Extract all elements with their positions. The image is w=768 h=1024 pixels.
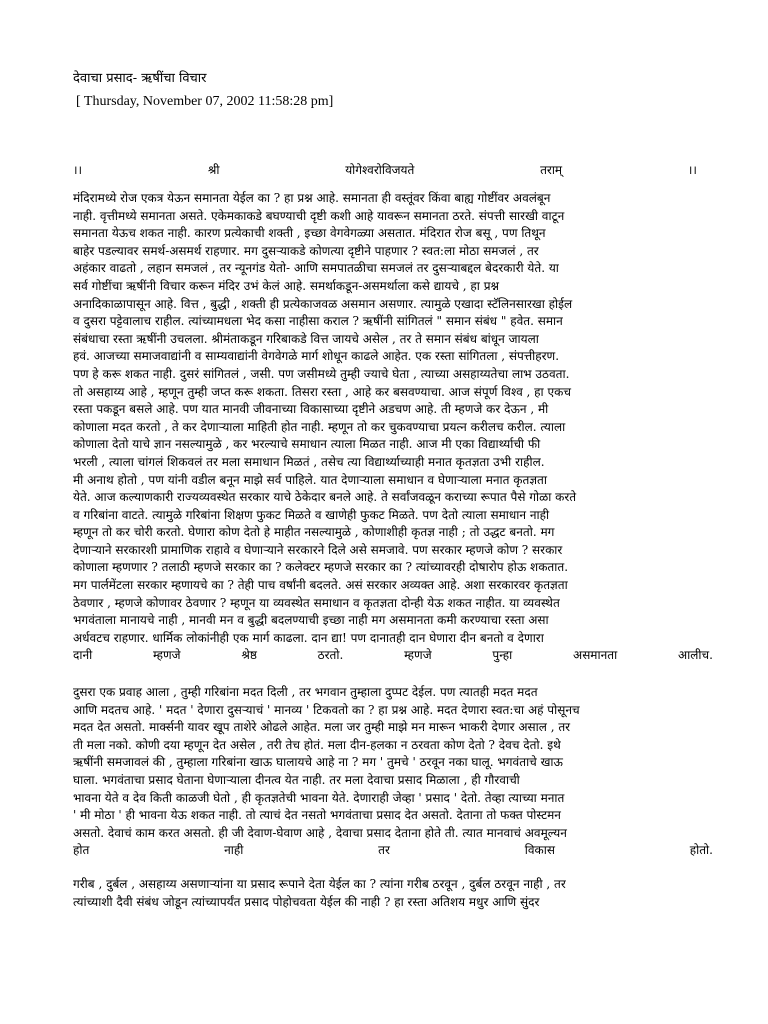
- paragraph-line: तो असहाय्य आहे , म्हणून तुम्ही जप्त करू शकता. तिसरा रस्ता , आहे कर बसवण्याचा. आज संपूर्ण विश्व , हा एकच: [73, 384, 571, 399]
- paragraph-word: श्रेष्ठ: [241, 648, 257, 663]
- paragraph-line: मंदिरामध्ये रोज एकत्र येऊन समानता येईल का ? हा प्रश्न आहे. समानता ही वस्तूंवर किंवा बाह्य गोष्टींवर अवलंबून: [73, 191, 551, 205]
- paragraph-word: आलीच.: [677, 648, 713, 663]
- paragraph-line: येते. आज कल्याणकारी राज्यव्यवस्थेत सरकार याचे ठेकेदार बनले आहे. ते सर्वांजवळून कराच्या रूपात पैसे गोळा करते: [73, 490, 577, 505]
- paragraph-line: अनादिकाळापासून आहे. वित्त , बुद्धी , शक्ती ही प्रत्येकाजवळ असमान असणार. त्यामुळे एखादा स्टॅलिनसारखा होईल: [73, 296, 573, 311]
- paragraph-line: भगवंताला मानायचे नाही , मानवी मन व बुद्धी बदलण्याची इच्छा नाही मग असमानता कमी करण्याचा रस्ता असा: [73, 613, 549, 628]
- paragraph-line: अर्धवटच राहणार. धार्मिक लोकांनीही एक मार्ग काढला. दान द्या! पण दानातही दान घेणारा दीन बनतो व देणारा: [73, 630, 544, 645]
- invocation-word: ।।: [687, 163, 697, 177]
- paragraph-word: होतो.: [689, 843, 713, 858]
- paragraph-last-line: [73, 647, 713, 665]
- paragraph-word: दानी: [73, 648, 93, 663]
- paragraph-word: तर: [378, 843, 390, 858]
- paragraph-line: बाहेर पडल्यावर समर्थ-असमर्थ राहणार. मग दुसऱ्याकडे कोणत्या दृष्टीने पाहणार ? स्वत:ला मोठा समजलं , तर: [73, 243, 539, 258]
- paragraph-line: व दुसरा पट्टेवालाच राहील. त्यांच्यामधला भेद कसा नाहीसा कराल ? ऋषींनी सांगितलं " समान संबंध " हवेत. समान: [73, 314, 563, 329]
- invocation-word: श्री: [207, 163, 220, 177]
- paragraph-line: सर्व गोष्टींचा ऋषींनी विचार करून मंदिर उभं केलं आहे. समर्थाकडून-असमर्थाला कसे द्यायचे , हा प्रश्न: [73, 278, 500, 293]
- paragraph-word: होत: [73, 843, 90, 858]
- paragraph-line: ती मला नको. कोणी दया म्हणून देत असेल , तरी तेच होतं. मला दीन-हलका न ठरवता कोण देतो ? देवच देतो. इथे: [73, 737, 561, 752]
- paragraph-line: मग पार्लमेंटला सरकार म्हणायचे का ? तेही पाच वर्षांनी बदलते. असं सरकार अव्यक्त आहे. अशा सरकारवर कृतज्ञता: [73, 578, 568, 593]
- paragraph-line: ऋषींनी समजावलं की , तुम्हाला गरिबांना खाऊ घालायचे आहे ना ? मग ' तुमचे ' ठरवून नका घालू. भगवंताचे खाऊ: [73, 755, 563, 770]
- paragraph-line: अहंकार वाढतो , लहान समजलं , तर न्यूनगंड येतो- आणि समपातळीचा समजलं तर दुसऱ्याबद्दल बेदरकारी येते. या: [73, 261, 559, 276]
- paragraph-2: [73, 684, 713, 860]
- paragraph-line: ' मी मोठा ' ही भावना येऊ शकत नाही. तो त्याचं देत नसतो भगवंताचा प्रसाद देत असतो. देताना तो फक्त पोस्टमन: [73, 808, 561, 823]
- paragraph-last-line: [73, 842, 713, 860]
- article-timestamp: [ Thursday, November 07, 2002 11:58:28 pm]: [76, 94, 334, 109]
- paragraph-line: दुसरा एक प्रवाह आला , तुम्ही गरिबांना मदत दिली , तर भगवान तुम्हाला दुप्पट देईल. पण त्यातही मदत मदत: [73, 685, 538, 699]
- paragraph-line: हवं. आजच्या समाजवाद्यांनी व साम्यवाद्यांनी वेगवेगळे मार्ग शोधून काढले आहेत. एक रस्ता सांगितला , संपत्तीहरण.: [73, 349, 560, 364]
- invocation-word: योगेश्वरोविजयते: [345, 163, 415, 177]
- paragraph-line: म्हणून तो कर चोरी करतो. घेणारा कोण देतो हे माहीत नसल्यामुळे , कोणाशीही कृतज्ञ नाही ; तो उद्धट बनतो. मग: [73, 525, 555, 540]
- paragraph-word: असमानता: [573, 648, 618, 663]
- paragraph-word: म्हणजे: [153, 648, 181, 663]
- invocation-word: तराम्: [540, 163, 563, 177]
- paragraph-1: [73, 190, 713, 665]
- paragraph-line: पण हे करू शकत नाही. दुसरं सांगितलं , जसी. पण जसीमध्ये तुम्ही ज्याचे घेता , त्याच्या असहाय्यतेचा लाभ उठवता.: [73, 366, 570, 381]
- paragraph-word: नाही: [224, 843, 244, 858]
- paragraph-line: संबंधाचा रस्ता ऋषींनी उचलला. श्रीमंताकडून गरिबाकडे वित्त जायचे असेल , तर ते समान संबंध बांधून जायला: [73, 331, 539, 346]
- paragraph-word: म्हणजे: [404, 648, 432, 663]
- article-title: देवाचा प्रसाद- ऋषींचा विचार: [73, 71, 207, 86]
- paragraph-line: मदत देत असतो. मार्क्सनी यावर खूप ताशेरे ओढले आहेत. मला जर तुम्ही माझे मन मारून भाकरी देणार असाल , तर: [73, 720, 571, 735]
- paragraph-line: देणाऱ्याने सरकारशी प्रामाणिक राहावे व घेणाऱ्याने सरकारने दिले असे समजावे. पण सरकार म्हणजे कोण ? सरकार: [73, 542, 563, 557]
- paragraph-line: भावना येते व देव किती काळजी घेतो , ही कृतज्ञतेची भावना येते. देणाराही जेव्हा ' प्रसाद ' देतो. तेव्हा त्याच्या मनात: [73, 790, 565, 805]
- paragraph-line: भरली , त्याला चांगलं शिकवलं तर मला समाधान मिळतं , तसेच त्या विद्यार्थ्याच्याही मनात कृतज्ञता उभी राहील.: [73, 454, 545, 469]
- paragraph-line: मी अनाथ होतो , पण यांनी वडील बनून माझे सर्व पाहिले. यात देणाऱ्याला समाधान व घेणाऱ्याला मनात कृतज्ञता: [73, 472, 547, 487]
- paragraph-line: रस्ता पकडून बसले आहे. पण यात मानवी जीवनाच्या विकासाच्या दृष्टीने अडचण आहे. ती म्हणजे कर देऊन , मी: [73, 402, 549, 417]
- paragraph-word: पुन्हा: [492, 648, 513, 663]
- paragraph-line: कोणाला देतो याचे ज्ञान नसल्यामुळे , कर भरल्याचे समाधान त्याला मिळत नाही. आज मी एका विद्यार्थ्याची फी: [73, 437, 541, 452]
- paragraph-line: त्यांच्याशी दैवी संबंध जोडून त्यांच्यापर्यंत प्रसाद पोहोचवता येईल की नाही ? हा रस्ता अतिशय मधुर आणि सुंदर: [73, 894, 540, 909]
- paragraph-line: कोणाला मदत करतो , ते कर देणाऱ्याला माहिती होत नाही. म्हणून तो कर चुकवण्याचा प्रयत्न करीलच करील. त्याला: [73, 419, 566, 434]
- invocation-word: ।।: [73, 163, 83, 177]
- paragraph-word: विकास: [524, 843, 555, 858]
- paragraph-line: घाला. भगवंताचा प्रसाद घेताना घेणाऱ्याला दीनत्व येत नाही. तर मला देवाचा प्रसाद मिळाला , ही गौरवाची: [73, 772, 520, 787]
- paragraph-line: कोणाला म्हणणार ? तलाठी म्हणजे सरकार का ? कलेक्टर म्हणजे सरकार का ? त्यांच्यावरही दोषारोप होऊ शकतात.: [73, 560, 569, 575]
- paragraph-line: आणि मदतच आहे. ' मदत ' देणारा दुसऱ्याचं ' मानव्य ' टिकवतो का ? हा प्रश्न आहे. मदत देणारा स्वत:चा अहं पोसूनच: [73, 702, 580, 717]
- paragraph-line: नाही. वृत्तीमध्ये समानता असते. एकेमकाकडे बघण्याची दृष्टी कशी आहे यावरून समानता ठरते. संपत्ती सारखी वाटून: [73, 208, 565, 223]
- paragraph-3: [73, 876, 713, 911]
- paragraph-line: असतो. देवाचं काम करत असतो. ही जी देवाण-घेवाण आहे , देवाचा प्रसाद देताना होते ती. त्यात मानवाचं अवमूल्यन: [73, 825, 567, 840]
- invocation-line: [73, 161, 697, 179]
- paragraph-word: ठरतो.: [317, 648, 344, 663]
- paragraph-line: गरीब , दुर्बल , असहाय्य असणाऱ्यांना या प्रसाद रूपाने देता येईल का ? त्यांना गरीब ठरवून , दुर्बल ठरवून नाही , तर: [73, 877, 566, 891]
- paragraph-line: समानता येऊच शकत नाही. कारण प्रत्येकाची शक्ती , इच्छा वेगवेगळ्या असतात. मंदिरात रोज बसू , पण तिथून: [73, 226, 546, 241]
- paragraph-line: ठेवणार , म्हणजे कोणावर ठेवणार ? म्हणून या व्यवस्थेत समाधान व कृतज्ञता दोन्ही येऊ शकत नाहीत. या व्यवस्थेत: [73, 595, 560, 610]
- paragraph-line: व गरिबांना वाटते. त्यामुळे गरिबांना शिक्षण फुकट मिळते व खाणेही फुकट मिळते. पण देतो त्याला समाधान नाही: [73, 507, 550, 522]
